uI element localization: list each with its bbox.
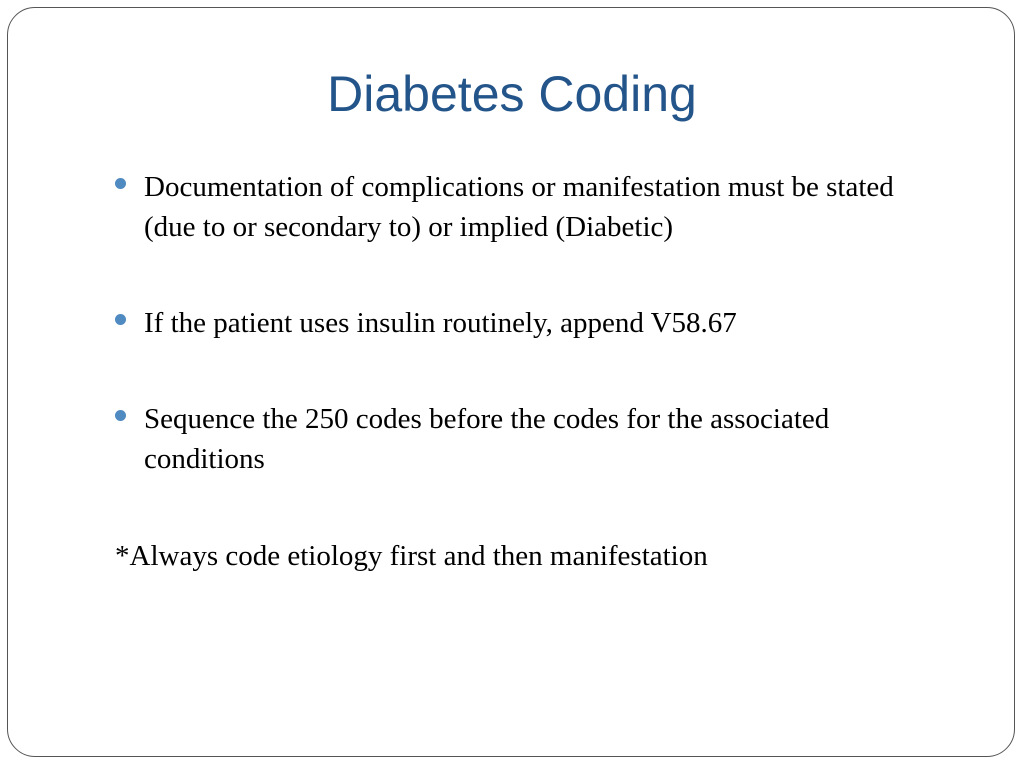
bullet-dot-icon <box>115 314 126 325</box>
bullet-text: Sequence the 250 codes before the codes for the associated conditions <box>144 403 830 475</box>
footnote: *Always code etiology first and then manifestation <box>115 540 708 572</box>
bullet-list <box>115 167 945 479</box>
bullet-item <box>115 167 945 247</box>
bullet-text: Documentation of complications or manifestation must be stated (due to or secondary to) or implied (Diabetic) <box>144 171 894 243</box>
bullet-item <box>115 303 945 343</box>
bullet-item <box>115 399 945 479</box>
bullet-dot-icon <box>115 410 126 421</box>
bullet-text: If the patient uses insulin routinely, append V58.67 <box>144 307 737 339</box>
slide-title: Diabetes Coding <box>327 66 697 122</box>
bullet-dot-icon <box>115 178 126 189</box>
